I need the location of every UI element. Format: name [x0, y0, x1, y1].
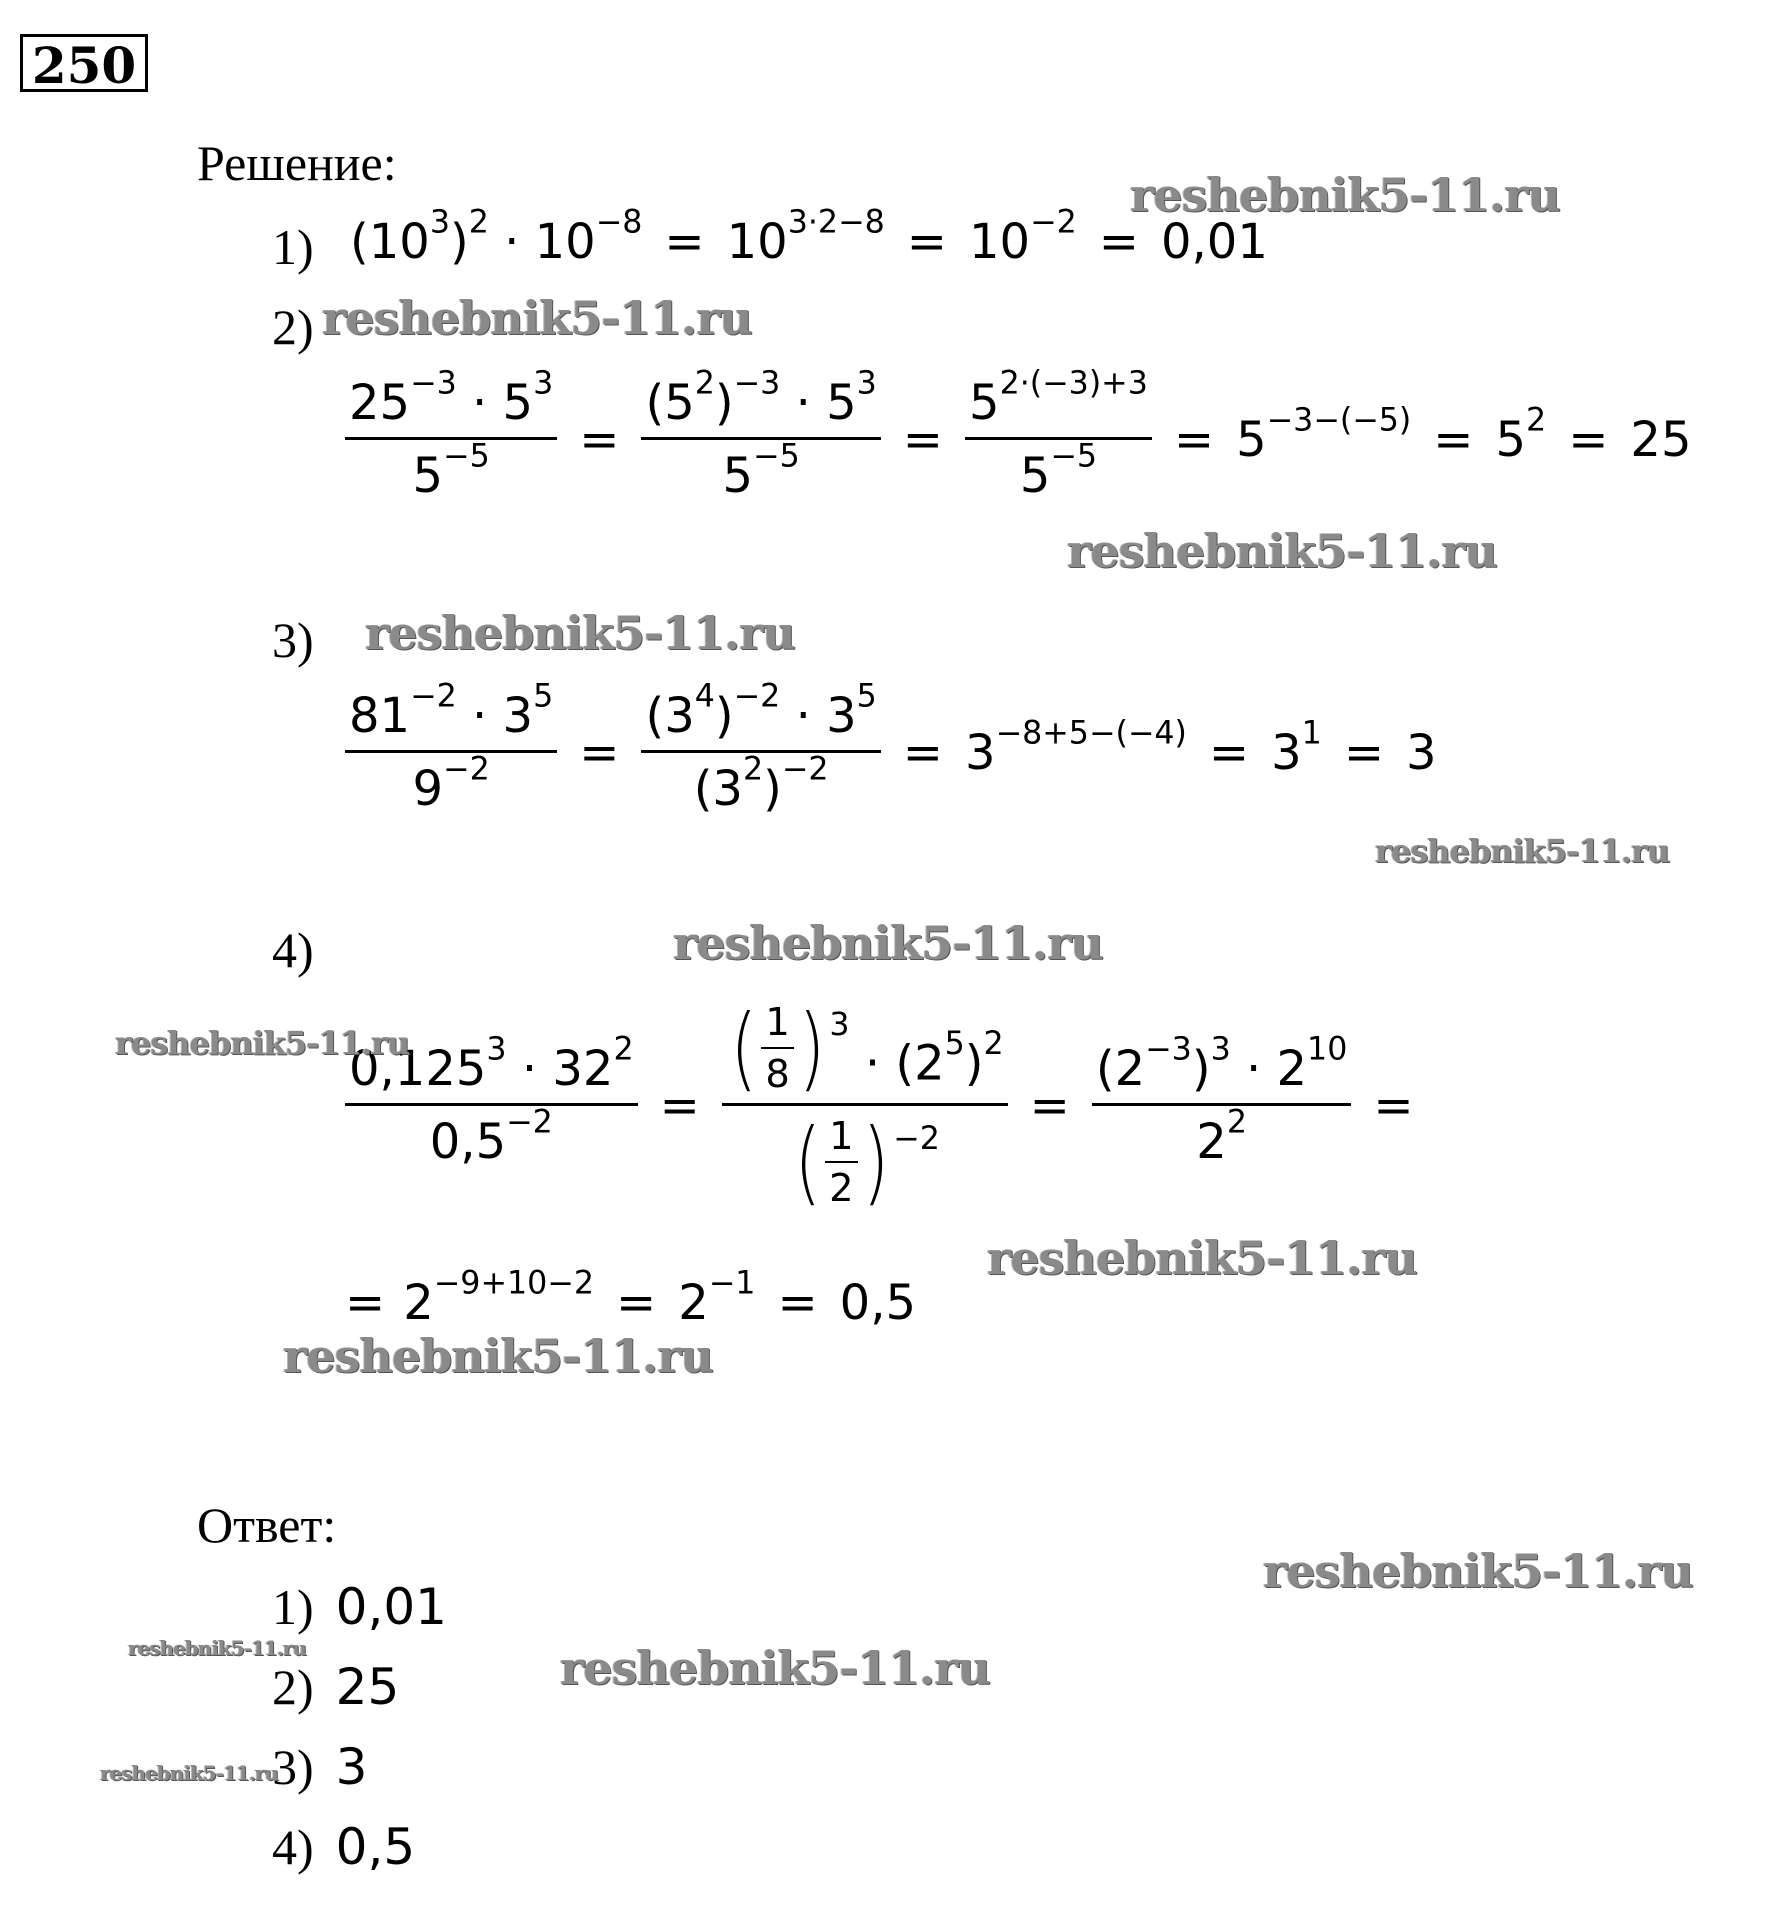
fraction-4b: ( $\frac{1}{8}$ ) $^3 \cdot (2^5)^2$ ( $\frac{1}{2}$ ) $^{-2}$	[722, 1000, 1008, 1211]
watermark: reshebnik5-11.ru	[100, 1761, 278, 1785]
equation-1: $(10^3)^2 \cdot 10^{-8}$ = $10^{3\cdot 2-8}$ = $10^{-2}$ = 0,01	[350, 204, 1268, 270]
answer-row	[272, 1818, 415, 1876]
watermark: reshebnik5-11.ru	[1067, 524, 1497, 578]
task-number: 250	[20, 34, 148, 92]
watermark: reshebnik5-11.ru	[365, 606, 795, 660]
item-2-number: 2)	[272, 299, 314, 355]
answer-row	[272, 1658, 399, 1716]
watermark: reshebnik5-11.ru	[115, 1024, 410, 1062]
answer-4-value: 0,5	[335, 1818, 416, 1876]
answer-2-number: 2)	[272, 1659, 314, 1715]
answer-row	[272, 1578, 447, 1636]
equation-2: $\frac{25^{-3} \cdot 5^3}{5^{-5}}$ = $\frac{(5^2)^{-3} \cdot 5^3}{5^{-5}}$ = $\frac{5^{2\cdot(-3)+3}}{5^{-5}}$ = $5^{-3-(-5)}$ = $5^2$ = 25	[345, 375, 1692, 504]
equation-3: $\frac{81^{-2} \cdot 3^5}{9^{-2}}$ = $\frac{(3^4)^{-2} \cdot 3^5}{(3^2)^{-2}}$ = $3^{-8+5-(-4)}$ = $3^1$ = 3	[345, 688, 1437, 817]
answer-heading: Ответ:	[197, 1497, 337, 1553]
watermark: reshebnik5-11.ru	[1130, 168, 1560, 222]
fraction-2b: $\frac{(5^2)^{-3} \cdot 5^3}{5^{-5}}$	[641, 375, 880, 504]
fraction-3b: $\frac{(3^4)^{-2} \cdot 3^5}{(3^2)^{-2}}$	[641, 688, 880, 817]
answer-3-number: 3)	[272, 1739, 314, 1795]
fraction-2c: $\frac{5^{2\cdot(-3)+3}}{5^{-5}}$	[965, 375, 1152, 504]
answer-4-number: 4)	[272, 1819, 314, 1875]
watermark: reshebnik5-11.ru	[1263, 1544, 1693, 1598]
watermark: reshebnik5-11.ru	[560, 1641, 990, 1695]
fraction-2a: $\frac{25^{-3} \cdot 5^3}{5^{-5}}$	[345, 375, 557, 504]
fraction-4a: $\frac{0,125^3 \cdot 32^2}{0,5^{-2}}$	[345, 1041, 638, 1170]
fraction-4c: $\frac{(2^{-3})^3 \cdot 2^{10}}{2^2}$	[1092, 1041, 1351, 1170]
answer-row	[272, 1738, 367, 1796]
item-3-number: 3)	[272, 612, 314, 668]
answer-1-number: 1)	[272, 1579, 314, 1635]
equation-4: $\frac{0,125^3 \cdot 32^2}{0,5^{-2}}$ = ( $\frac{1}{8}$ ) $^3 \cdot (2^5)^2$ ( $\frac{1}{2}$ ) $^{-2}$ = $\frac{(2^{-3})^3 \cdot 2^{10}}{2^2}$ =	[345, 1000, 1436, 1211]
watermark: reshebnik5-11.ru	[987, 1231, 1417, 1285]
answer-3-value: 3	[335, 1738, 368, 1796]
answer-2-value: 25	[335, 1658, 400, 1716]
watermark: reshebnik5-11.ru	[322, 291, 752, 345]
fraction-3a: $\frac{81^{-2} \cdot 3^5}{9^{-2}}$	[345, 688, 557, 817]
equation-4-continued: = $2^{-9+10-2}$ = $2^{-1}$ = 0,5	[345, 1265, 917, 1331]
solution-heading: Решение:	[197, 135, 397, 191]
watermark: reshebnik5-11.ru	[1375, 832, 1670, 870]
answer-1-value: 0,01	[335, 1578, 447, 1636]
watermark: reshebnik5-11.ru	[128, 1636, 306, 1660]
watermark: reshebnik5-11.ru	[283, 1329, 713, 1383]
watermark: reshebnik5-11.ru	[673, 916, 1103, 970]
item-1-number: 1)	[272, 219, 314, 275]
item-4-number: 4)	[272, 922, 314, 978]
